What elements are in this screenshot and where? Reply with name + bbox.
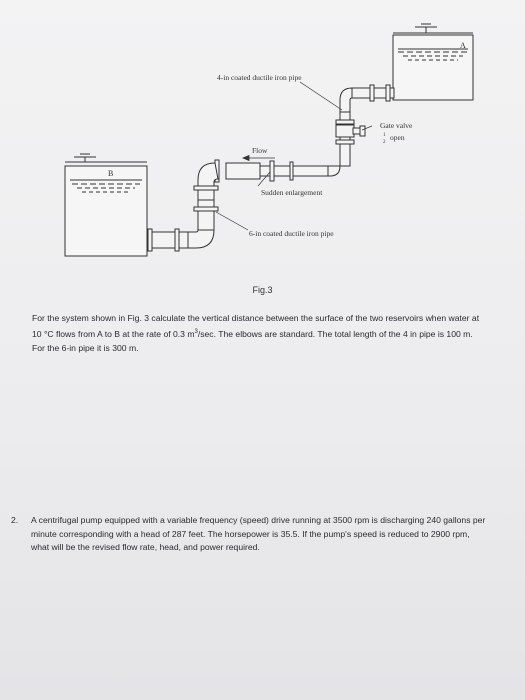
label-open-denominator: 2: [383, 140, 386, 145]
label-gate-valve: Gate valve: [380, 121, 413, 130]
label-open: open: [390, 133, 405, 142]
reservoir-b-label: B: [108, 169, 114, 178]
label-6in-pipe: 6-in coated ductile iron pipe: [249, 229, 334, 238]
cubic-superscript: 3: [194, 329, 198, 335]
problem-2-number: 2.: [11, 515, 19, 525]
pipe-system-figure: [0, 0, 525, 290]
label-sudden-enlargement: Sudden enlargement: [261, 188, 323, 197]
problem-2-text: A centrifugal pump equipped with a variable frequency (speed) drive running at 3500 rpm is discharging 240 gallons per minute corresponding with a head of 287 feet. The horsepower is 35.5. If the pump's speed is reduced to 2900 rpm, what will be the revised flow rate, head, and power required.: [31, 515, 486, 552]
label-4in-pipe: 4-in coated ductile iron pipe: [217, 73, 302, 82]
problem-1-part2: /sec. The elbows are standard. The total length of the 4 in pipe is 100 m. For the 6-in pipe it is 300 m.: [32, 328, 473, 353]
label-flow: Flow: [252, 146, 268, 155]
reservoir-b: [65, 154, 147, 256]
reservoir-a-label: A: [460, 41, 466, 50]
pipe-4in: [325, 85, 394, 176]
label-open-numerator: 1: [383, 133, 386, 138]
flow-arrow-icon: [243, 156, 275, 161]
problem-1-text: [32, 311, 487, 355]
reservoir-a: [393, 24, 473, 100]
problem-2: [11, 514, 491, 555]
problem-1-part1: For the system shown in Fig. 3 calculate the vertical distance between the surface of the two reservoirs when water at 10 °C flows from A to B at the rate of 0.3 m: [32, 313, 480, 339]
figure-caption: Fig.3: [252, 285, 273, 295]
